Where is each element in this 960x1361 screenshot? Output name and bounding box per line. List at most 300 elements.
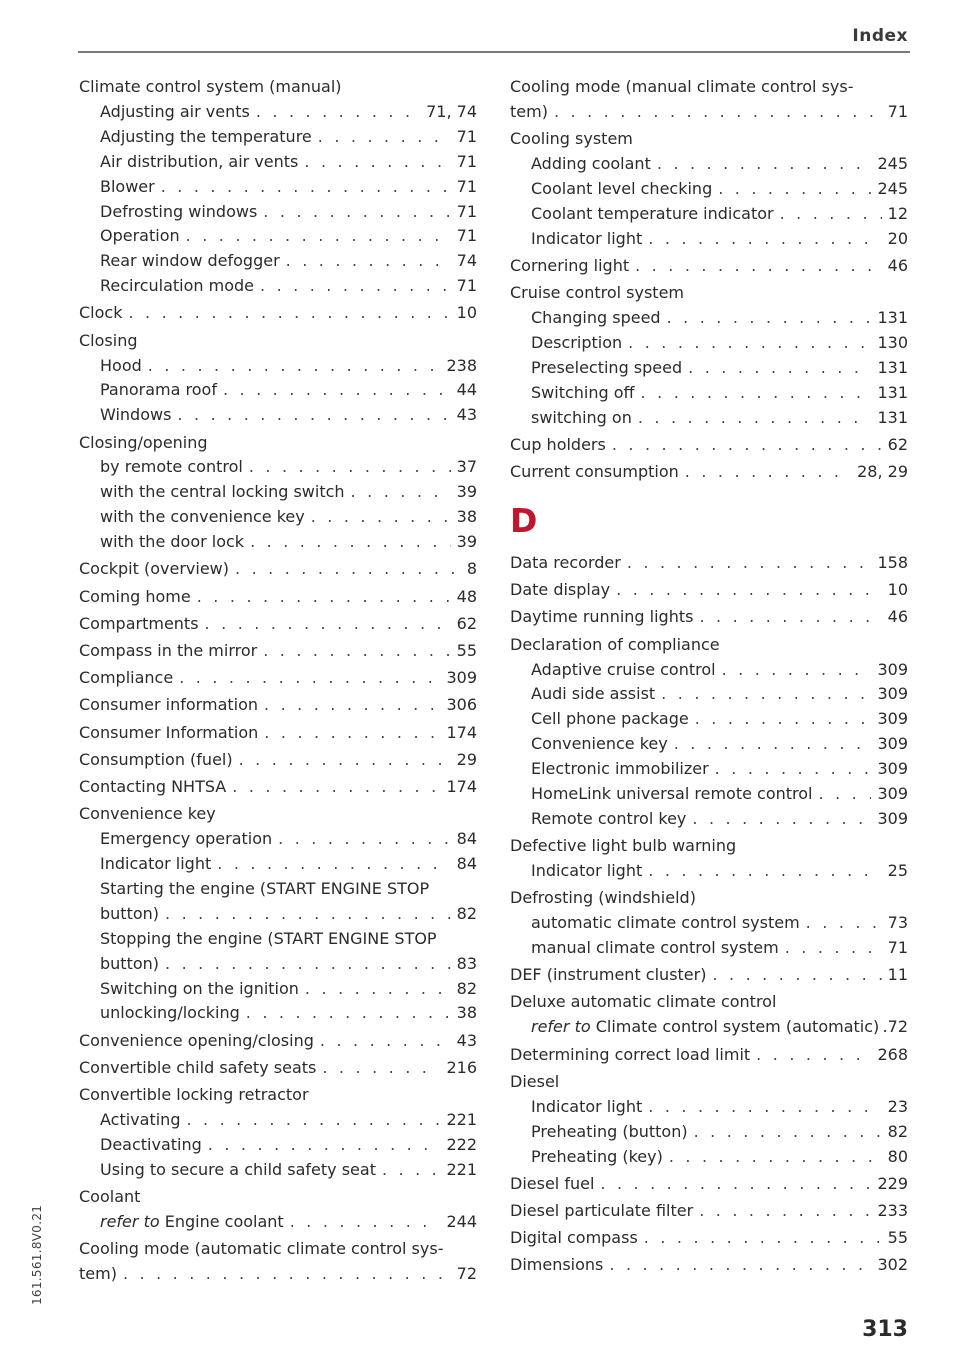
entry-label: Consumer information [79,695,259,715]
index-head: Closing [79,330,138,350]
entry-label: Coolant temperature indicator [531,203,774,223]
index-entry[interactable] [510,254,908,279]
index-entry[interactable] [510,1199,908,1224]
index-entry[interactable] [79,557,477,582]
index-entry[interactable] [510,100,908,125]
entry-label: Blower [100,176,155,196]
index-subentry[interactable] [531,658,908,683]
leader-dots [320,1029,451,1054]
entry-page: 71 [456,126,477,146]
entry-label: Consumer Information [79,722,259,742]
entry-page: 71 [456,226,477,246]
leader-dots [217,852,450,877]
index-subentry[interactable] [100,977,477,1002]
index-entry[interactable] [79,1056,477,1081]
entry-page: 131 [877,407,908,427]
entry-label: Emergency operation [100,829,273,849]
entry-continued-line: Cooling mode (manual climate control sys- [510,77,854,96]
entry-label: Hood [100,355,142,375]
index-subentry[interactable] [531,782,908,807]
leader-dots [148,354,441,379]
index-entry[interactable] [79,585,477,610]
entry-label: Defrosting windows [100,201,258,221]
retractor-subentries [79,1108,477,1183]
entry-page: 62 [456,613,477,633]
ref-target: Engine coolant [164,1211,284,1231]
entry-continued-line: Starting the engine (START ENGINE STOP [100,878,430,898]
entry-page: 71 [456,276,477,296]
entry-page: 62 [887,434,908,454]
entry-page: 71, 74 [426,101,477,121]
leader-dots [780,202,882,227]
index-subentry[interactable] [531,911,908,936]
index-entry[interactable] [510,551,908,576]
entry-label: Windows [100,405,172,425]
leader-dots [311,505,451,530]
leader-dots [249,455,451,480]
leader-dots [165,952,451,977]
entry-label: Remote control key [531,808,687,828]
leader-dots [685,460,851,485]
entry-page: 83 [456,953,477,973]
leader-dots [635,254,882,279]
leader-dots [641,381,872,406]
entry-label: with the door lock [100,532,245,552]
leader-dots [819,782,872,807]
entry-label: Panorama roof [100,380,217,400]
entry-page: 39 [456,482,477,502]
leader-dots [290,1210,441,1235]
entry-page: 39 [456,532,477,552]
entry-page: 43 [456,405,477,425]
index-entry[interactable] [510,605,908,630]
leader-dots [304,150,450,175]
entry-label: Air distribution, air vents [100,151,299,171]
index-subentry[interactable] [100,530,477,555]
entry-page: 43 [456,1030,477,1050]
leader-dots [699,605,881,630]
entry-page: 71 [456,151,477,171]
index-subentry[interactable] [100,1158,477,1183]
entry-page: 28, 29 [857,462,908,482]
index-entry[interactable] [510,1172,908,1197]
leader-dots [609,1253,871,1278]
cruise-subentries [510,306,908,431]
index-entry[interactable] [79,748,477,773]
index-subentry[interactable] [100,150,477,175]
index-subentry[interactable] [100,827,477,852]
entry-label: Determining correct load limit [510,1044,751,1064]
page-number: 313 [862,1317,908,1342]
entry-page: 10 [456,303,477,323]
index-subentry[interactable] [100,403,477,428]
right-column [510,75,908,1278]
leader-dots [638,406,872,431]
climate-subentries [79,100,477,299]
entry-continued-line: Stopping the engine (START ENGINE STOP [100,928,437,948]
leader-dots [123,1262,451,1287]
closing-subentries [79,354,477,429]
entry-page: 74 [456,251,477,271]
entry-page: 8 [466,559,477,579]
entry-label: Diesel fuel [510,1173,595,1193]
index-subentry[interactable] [100,224,477,249]
entry-label: Adaptive cruise control [531,659,716,679]
entry-label: Switching off [531,382,635,402]
entry-label: Preheating (button) [531,1121,688,1141]
entry-label: Audi side assist [531,684,656,704]
index-subentry[interactable] [100,249,477,274]
entry-label: tem) [510,101,548,121]
entry-page: 55 [887,1228,908,1248]
index-subentry[interactable] [531,732,908,757]
declaration-subentries [510,658,908,832]
entry-page: 216 [446,1057,477,1077]
entry-page: 309 [877,734,908,754]
entry-label: Compliance [79,668,174,688]
index-subentry[interactable] [531,1145,908,1170]
index-subentry[interactable] [531,936,908,961]
index-subentry[interactable] [100,455,477,480]
entry-page: 71 [456,176,477,196]
entry-page: 46 [887,607,908,627]
leader-dots [382,1158,440,1183]
left-column [79,75,477,1287]
entry-page: 84 [456,829,477,849]
index-subentry[interactable] [100,1108,477,1133]
entry-page: 174 [446,722,477,742]
left-singles-2 [79,1029,477,1081]
entry-page: 174 [446,777,477,797]
cooling-system-subentries [510,152,908,252]
entry-label: switching on [531,407,632,427]
leader-dots [322,1056,440,1081]
leader-dots [657,152,872,177]
entry-page: .72 [882,1017,908,1037]
index-entry[interactable] [510,578,908,603]
entry-label: Coolant level checking [531,178,713,198]
entry-label: Data recorder [510,552,621,572]
leader-dots [695,707,872,732]
entry-label: Dimensions [510,1255,604,1275]
leader-dots [263,639,450,664]
index-entry[interactable] [510,460,908,485]
leader-dots [318,125,451,150]
index-subentry[interactable] [531,406,908,431]
entry-label: Daytime running lights [510,607,694,627]
entry-label: Compartments [79,613,199,633]
entry-label: Activating [100,1110,181,1129]
index-entry[interactable] [79,666,477,691]
entry-page: 71 [887,101,908,121]
entry-continued-line: Cooling mode (automatic climate control sys- [79,1239,444,1259]
entry-page: 55 [456,641,477,661]
entry-label: HomeLink universal remote control [531,784,813,804]
right-singles-2 [510,551,908,630]
right-singles-3 [510,1172,908,1279]
defective-subentries [510,859,908,884]
entry-page: 29 [456,749,477,769]
entry-page: 84 [456,854,477,874]
entry-page: 38 [456,1003,477,1023]
entry-label: Electronic immobilizer [531,759,709,779]
index-entry[interactable] [510,1253,908,1278]
entry-label: with the central locking switch [100,482,345,502]
index-subentry[interactable] [531,707,908,732]
leader-dots [661,682,871,707]
entry-page: 11 [887,965,908,985]
refer-to-label: refer to [531,1017,591,1037]
index-entry[interactable] [79,612,477,637]
index-entry[interactable] [79,775,477,800]
entry-label: Cup holders [510,434,606,454]
entry-page: 20 [887,228,908,248]
entry-page: 309 [877,709,908,729]
leader-dots [648,227,881,252]
entry-page: 46 [887,255,908,275]
leader-dots [232,775,440,800]
index-subentry[interactable] [531,757,908,782]
leader-dots [699,1199,871,1224]
entry-page: 71 [887,938,908,958]
index-head: Defective light bulb warning [510,836,737,856]
entry-page: 309 [877,784,908,804]
leader-dots [208,1133,441,1158]
entry-label: DEF (instrument cluster) [510,965,707,985]
entry-label: Consumption (fuel) [79,749,233,769]
entry-label: button) [100,903,160,923]
leader-dots [628,331,871,356]
entry-label: Adjusting the temperature [100,126,312,146]
leader-dots [239,748,451,773]
leader-dots [806,911,882,936]
index-subentry[interactable] [100,1133,477,1158]
index-subentry[interactable] [531,1095,908,1120]
leader-dots [246,1001,451,1026]
index-subentry[interactable] [100,378,477,403]
entry-label: Convenience key [531,734,668,754]
entry-label: Date display [510,580,611,600]
entry-page: 80 [887,1146,908,1166]
entry-page: 10 [887,580,908,600]
index-subentry[interactable] [100,100,477,125]
index-subentry[interactable] [531,152,908,177]
leader-dots [256,100,420,125]
index-entry[interactable] [510,433,908,458]
entry-page: 82 [887,1121,908,1141]
index-subentry[interactable] [100,200,477,225]
index-entry[interactable] [79,301,477,326]
entry-label: Indicator light [531,861,643,881]
ref-target: Climate control system (automatic) [595,1017,880,1037]
index-subentry[interactable] [531,356,908,381]
entry-label: Changing speed [531,308,661,328]
index-head: Cooling system [510,129,633,149]
entry-label: button) [100,953,160,973]
entry-label: Recirculation mode [100,276,255,296]
index-entry[interactable] [79,693,477,718]
entry-label: Diesel particulate filter [510,1200,694,1220]
index-entry[interactable] [510,1226,908,1251]
entry-page: 48 [456,586,477,606]
index-head: Convertible locking retractor [79,1085,309,1105]
index-head: Convenience key [79,804,216,824]
leader-dots [688,356,871,381]
leader-dots [694,1120,882,1145]
index-head: Diesel [510,1071,560,1091]
leader-dots [186,224,451,249]
entry-page: 245 [877,154,908,174]
entry-label: by remote control [100,457,243,477]
entry-page: 221 [446,1110,477,1129]
leader-dots [161,175,451,200]
entry-label: Indicator light [531,228,643,248]
leader-dots [612,433,882,458]
index-subentry[interactable] [531,859,908,884]
entry-label: Adding coolant [531,154,651,174]
leader-dots [669,1145,882,1170]
right-singles-1 [510,433,908,485]
entry-label: Indicator light [531,1096,643,1116]
index-head: Deluxe automatic climate control [510,992,777,1012]
entry-label: Preheating (key) [531,1146,663,1166]
entry-page: 221 [446,1159,477,1179]
leader-dots [264,721,440,746]
entry-page: 38 [456,507,477,527]
leader-dots [177,403,450,428]
entry-label: Convenience opening/closing [79,1030,314,1050]
index-subentry[interactable] [531,682,908,707]
entry-label: Cornering light [510,255,630,275]
index-subentry[interactable] [100,354,477,379]
index-head: Coolant [79,1187,141,1207]
entry-page: 245 [877,178,908,198]
entry-page: 233 [877,1200,908,1220]
leader-dots [718,177,871,202]
index-subentry[interactable] [100,274,477,299]
leader-dots [600,1172,871,1197]
leader-dots [235,557,461,582]
leader-dots [305,977,451,1002]
entry-label: Deactivating [100,1134,202,1154]
index-subentry[interactable] [531,202,908,227]
leader-dots [205,612,451,637]
entry-label [531,1015,879,1040]
entry-page: 131 [877,382,908,402]
entry-label: Clock [79,303,123,323]
entry-label: Rear window defogger [100,251,280,271]
index-subentry[interactable] [100,480,477,505]
entry-page: 268 [877,1044,908,1064]
index-head: Cruise control system [510,283,684,303]
index-subentry[interactable] [531,1120,908,1145]
index-subentry[interactable] [531,1015,908,1040]
index-entry[interactable] [79,639,477,664]
entry-page: 302 [877,1255,908,1275]
index-subentry[interactable] [531,381,908,406]
entry-label: with the convenience key [100,507,305,527]
index-head: Closing/opening [79,432,208,452]
side-code: 161.561.8V0.21 [30,1204,44,1305]
entry-page: 309 [877,684,908,704]
index-entry[interactable] [79,1262,477,1287]
entry-label: unlocking/locking [100,1003,240,1023]
leader-dots [186,1108,440,1133]
section-letter: D [510,500,538,540]
entry-page: 222 [446,1134,477,1154]
leader-dots [197,585,451,610]
index-entry[interactable] [79,721,477,746]
index-subentry[interactable] [100,952,477,977]
index-subentry[interactable] [100,1210,477,1235]
entry-page: 306 [446,695,477,715]
leader-dots [667,306,872,331]
leader-dots [644,1226,882,1251]
leader-dots [715,757,872,782]
index-head: Defrosting (windshield) [510,888,696,908]
entry-label: Adjusting air vents [100,101,250,121]
leader-dots [648,859,881,884]
index-entry[interactable] [510,1043,908,1068]
index-subentry[interactable] [100,852,477,877]
leader-dots [128,301,450,326]
entry-label: Coming home [79,586,191,606]
index-subentry[interactable] [100,505,477,530]
leader-dots [712,963,881,988]
index-entry[interactable] [79,1029,477,1054]
left-singles-1 [79,557,477,800]
index-subentry[interactable] [100,902,477,927]
entry-page: 25 [887,861,908,881]
leader-dots [223,378,451,403]
leader-dots [722,658,872,683]
entry-label: Using to secure a child safety seat [100,1159,376,1179]
index-subentry[interactable] [531,306,908,331]
leader-dots [627,551,872,576]
index-entry[interactable] [510,963,908,988]
index-subentry[interactable] [100,1001,477,1026]
entry-page: 309 [877,808,908,828]
running-header: Index [852,26,908,46]
leader-dots [554,100,882,125]
index-subentry[interactable] [100,125,477,150]
index-subentry[interactable] [100,175,477,200]
entry-label: Preselecting speed [531,357,683,377]
entry-label: Cell phone package [531,709,689,729]
leader-dots [250,530,451,555]
index-subentry[interactable] [531,807,908,832]
index-subentry[interactable] [531,177,908,202]
leader-dots [286,249,451,274]
entry-label: Digital compass [510,1228,638,1248]
index-subentry[interactable] [531,227,908,252]
entry-label [100,1210,284,1235]
entry-page: 73 [887,913,908,933]
entry-page: 71 [456,201,477,221]
entry-page: 309 [446,668,477,688]
entry-page: 229 [877,1173,908,1193]
leader-dots [351,480,451,505]
leader-dots [179,666,440,691]
leader-dots [260,274,451,299]
index-subentry[interactable] [531,331,908,356]
leader-dots [616,578,882,603]
entry-label: Current consumption [510,462,679,482]
refer-to-label: refer to [100,1211,160,1231]
leader-dots [278,827,450,852]
entry-label: manual climate control system [531,938,779,958]
leader-dots [756,1043,871,1068]
